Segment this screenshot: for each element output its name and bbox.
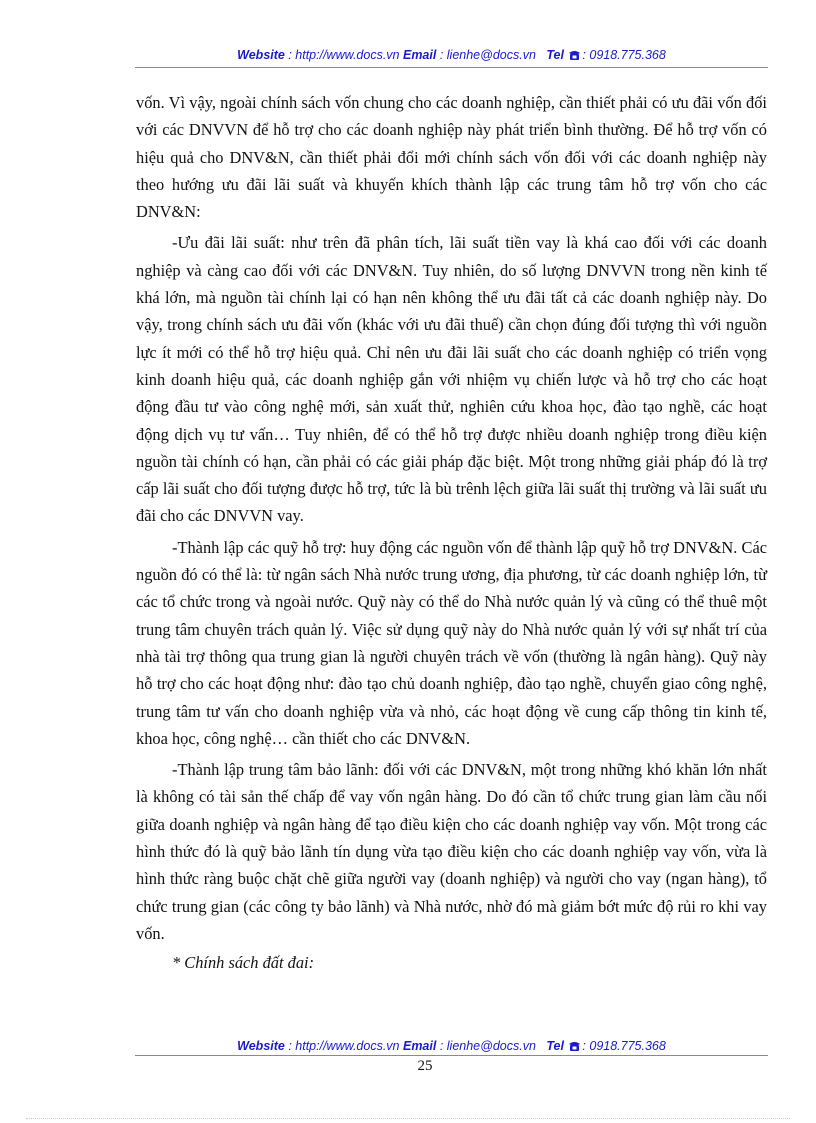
page-footer: Website : http://www.docs.vn Email : lienhe@docs.vn Tel : 0918.775.368 [237, 1039, 666, 1053]
email-label: Email [402, 1039, 437, 1053]
website-link[interactable]: http://www.docs.vn [295, 1039, 400, 1053]
tel-number: 0918.775.368 [589, 1039, 666, 1053]
website-label: Website [237, 48, 285, 62]
email-link[interactable]: lienhe@docs.vn [446, 1039, 536, 1053]
telephone-icon [569, 1041, 580, 1051]
website-label: Website [237, 1039, 285, 1053]
page-boundary [26, 1118, 790, 1119]
paragraph: -Thành lập các quỹ hỗ trợ: huy động các nguồn vốn để thành lập quỹ hỗ trợ DNV&N. Các nguồn đó có thể là: từ ngân sách Nhà nước trung ương, địa phương, từ các doanh nghiệp lớn, từ các tổ chức trong và ngoài nước. Quỹ này có thể do Nhà nước quản lý và cũng có thể thuê một trung tâm chuyên trách quản lý. Việc sử dụng quỹ này do Nhà nước quản lý với sự nhất trí của nhà tài trợ thông qua trung gian là người chuyên trách về vốn (thường là ngân hàng). Quỹ này hỗ trợ cho các hoạt động như: đào tạo chủ doanh nghiệp, đào tạo nghề, chuyển giao công nghệ, trung tâm tư vấn cho doanh nghiệp vừa và nhỏ, các hoạt động về cung cấp thông tin kinh tế, khoa học, công nghệ… cần thiết cho các DNV&N. [136, 537, 767, 748]
section-subheading: * Chính sách đất đai: [172, 953, 315, 973]
website-link[interactable]: http://www.docs.vn [295, 48, 400, 62]
tel-number: 0918.775.368 [589, 48, 666, 62]
telephone-icon [569, 50, 580, 60]
footer-divider [135, 1055, 768, 1056]
tel-label: Tel [546, 1039, 564, 1053]
email-label: Email [402, 48, 437, 62]
paragraph: -Thành lập trung tâm bảo lãnh: đối với các DNV&N, một trong những khó khăn lớn nhất là không có tài sản thế chấp để vay vốn ngân hàng. Do đó cần tổ chức trung gian làm cầu nối giữa doanh nghiệp và ngân hàng để tạo điều kiện cho các doanh nghiệp vay vốn. Một trong các hình thức đó là quỹ bảo lãnh tín dụng vừa tạo điều kiện cho các doanh nghiệp vay vốn, vừa là hình thức ràng buộc chặt chẽ giữa người vay (doanh nghiệp) và người cho vay (ngan hàng), tổ chức trung gian (các công ty bảo lãnh) và Nhà nước, nhờ đó mà giảm bớt mức độ rủi ro khi vay vốn. [136, 760, 767, 943]
email-link[interactable]: lienhe@docs.vn [446, 48, 536, 62]
tel-label: Tel [546, 48, 564, 62]
page-header: Website : http://www.docs.vn Email : lienhe@docs.vn Tel : 0918.775.368 [237, 48, 666, 62]
document-body [136, 89, 767, 977]
paragraph: -Ưu đãi lãi suất: như trên đã phân tích, lãi suất tiền vay là khá cao đối với các doanh nghiệp và càng cao đối với các DNV&N. Tuy nhiên, do số lượng DNVVN trong nền kinh tế khá lớn, mà nguồn tài chính lại có hạn nên không thể ưu đãi tất cả các doanh nghiệp này. Do vậy, trong chính sách ưu đãi vốn (khác với ưu đãi thuế) cần chọn đúng đối tượng thì với nguồn lực ít mới có thể hỗ trợ hiệu quả. Chỉ nên ưu đãi lãi suất cho các doanh nghiệp có triển vọng kinh doanh hiệu quả, các doanh nghiệp gắn với nhiệm vụ chiến lược và hỗ trợ cho các hoạt động đầu tư vào công nghệ mới, sản xuất thử, nghiên cứu khoa học, đào tạo nghề, các hoạt động dịch vụ tư vấn… Tuy nhiên, để có thể hỗ trợ được nhiều doanh nghiệp trong điều kiện nguồn tài chính có hạn, cần phải có các giải pháp đặc biệt. Một trong những giải pháp đó là trợ cấp lãi suất cho đối tượng được hỗ trợ, tức là bù trênh lệch giữa lãi suất thị trường và lãi suất ưu đãi cho các DNVVN vay. [136, 233, 767, 526]
header-divider [135, 67, 768, 68]
page-number: 25 [417, 1058, 433, 1074]
paragraph: vốn. Vì vậy, ngoài chính sách vốn chung cho các doanh nghiệp, cần thiết phải có ưu đãi vốn đối với các DNVVN để hỗ trợ cho các doanh nghiệp này phát triển bình thường. Để hỗ trợ vốn có hiệu quả cho DNV&N, cần thiết phải đổi mới chính sách vốn đối với các doanh nghiệp này theo hướng ưu đãi lãi suất và khuyến khích thành lập các trung tâm hỗ trợ vốn cho các DNV&N: [136, 93, 767, 222]
